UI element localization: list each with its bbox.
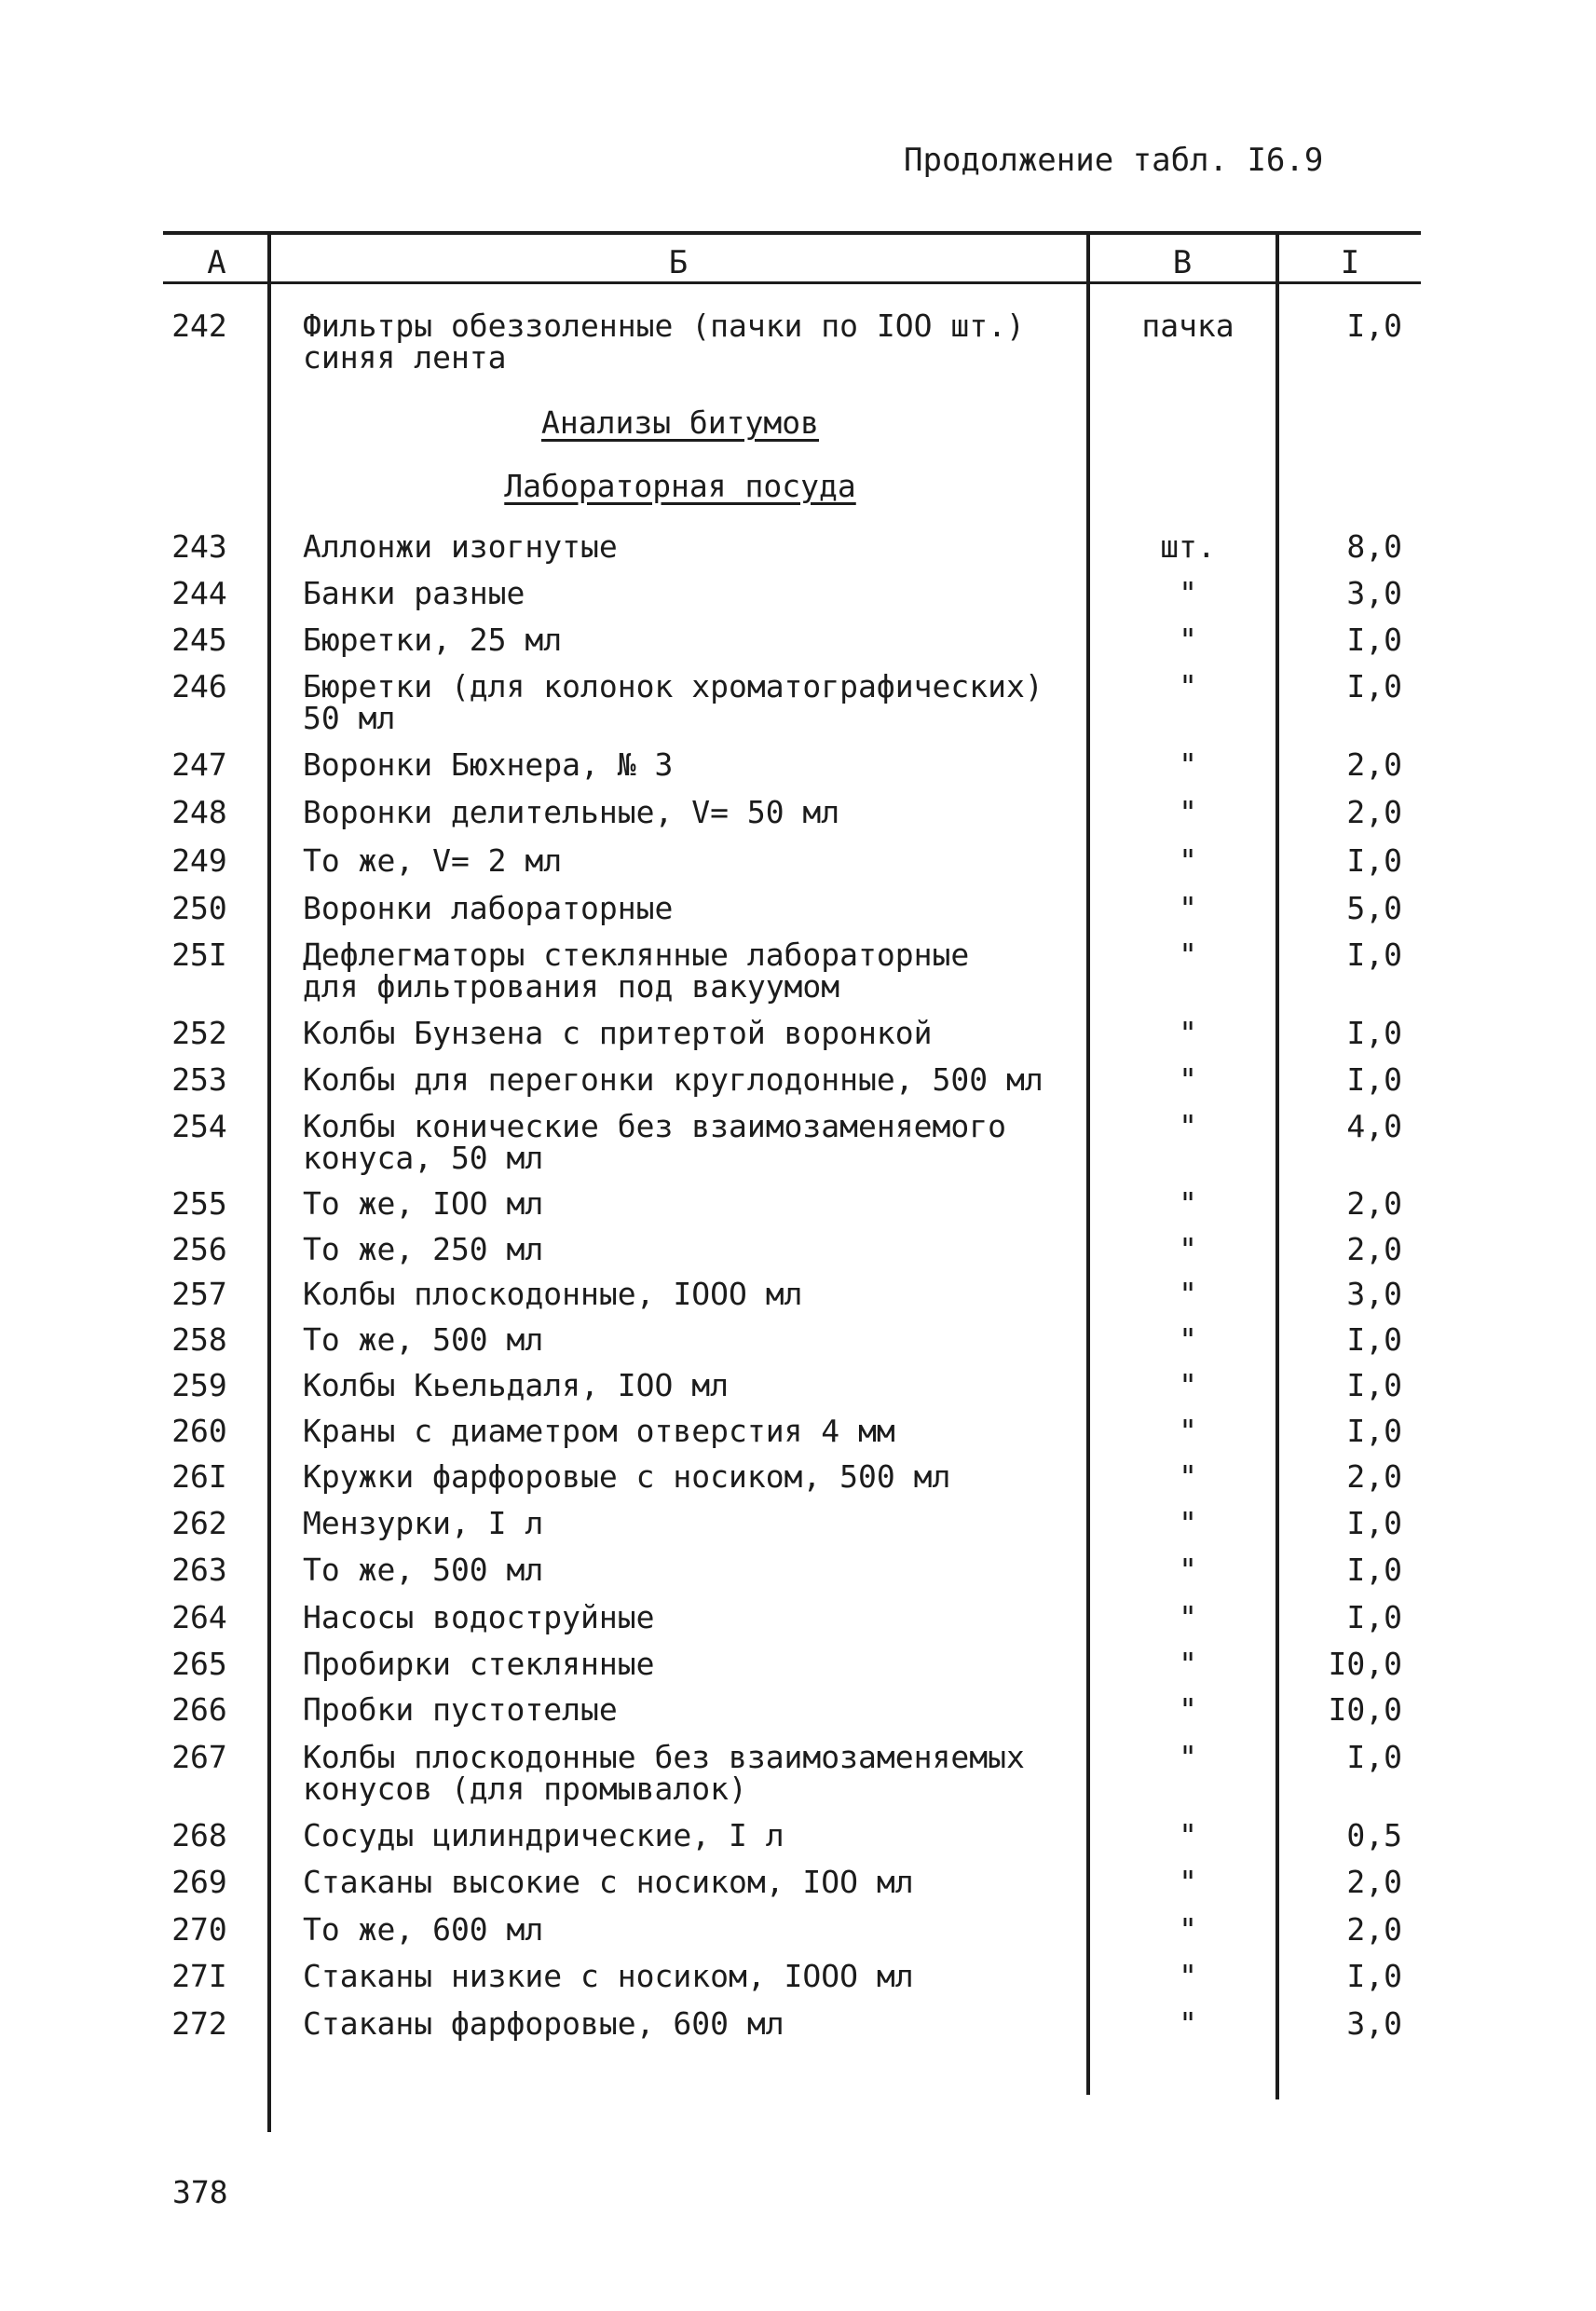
header-col-c: В bbox=[1172, 244, 1193, 281]
row-number: 25I bbox=[171, 937, 227, 973]
header-col-d: I bbox=[1340, 244, 1360, 281]
row-unit: " bbox=[1179, 1185, 1197, 1222]
row-quantity: I,0 bbox=[1346, 1061, 1402, 1098]
row-number: 252 bbox=[171, 1015, 227, 1051]
row-unit: " bbox=[1179, 1015, 1197, 1051]
column-divider-a-b bbox=[267, 231, 271, 2132]
row-quantity: 2,0 bbox=[1346, 1864, 1402, 1900]
row-name: Бюретки, 25 мл bbox=[303, 622, 563, 658]
row-number: 258 bbox=[171, 1321, 227, 1358]
row-unit: " bbox=[1179, 1276, 1197, 1312]
row-number: 262 bbox=[171, 1505, 227, 1541]
row-quantity: I,0 bbox=[1346, 937, 1402, 973]
section-title-labware: Лабораторная посуда bbox=[504, 468, 856, 504]
row-name: То же, 500 мл bbox=[303, 1321, 544, 1358]
row-number: 245 bbox=[171, 622, 227, 658]
row-number: 246 bbox=[171, 668, 227, 704]
row-unit: " bbox=[1179, 1646, 1197, 1682]
row-quantity: I,0 bbox=[1346, 1552, 1402, 1588]
row-quantity: 2,0 bbox=[1346, 1231, 1402, 1267]
row-number: 242 bbox=[171, 308, 227, 344]
row-name: То же, 250 мл bbox=[303, 1231, 544, 1267]
row-number: 267 bbox=[171, 1739, 227, 1775]
row-quantity: I,0 bbox=[1346, 1413, 1402, 1449]
row-name: Стаканы высокие с носиком, IOO мл bbox=[303, 1864, 914, 1900]
row-name: Кружки фарфоровые с носиком, 500 мл bbox=[303, 1458, 951, 1495]
row-unit: " bbox=[1179, 1367, 1197, 1403]
row-name: Бюретки (для колонок хроматографических) 50 мл bbox=[303, 668, 1044, 736]
row-unit: " bbox=[1179, 842, 1197, 879]
row-unit: " bbox=[1179, 1321, 1197, 1358]
row-unit: " bbox=[1179, 1691, 1197, 1728]
row-number: 263 bbox=[171, 1552, 227, 1588]
row-unit: " bbox=[1179, 1231, 1197, 1267]
row-name: То же, V= 2 мл bbox=[303, 842, 563, 879]
row-number: 247 bbox=[171, 746, 227, 783]
row-number: 244 bbox=[171, 575, 227, 611]
row-unit: " bbox=[1179, 1552, 1197, 1588]
row-unit: " bbox=[1179, 890, 1197, 926]
row-name: Сосуды цилиндрические, I л bbox=[303, 1817, 784, 1853]
row-number: 259 bbox=[171, 1367, 227, 1403]
row-name: Насосы водоструйные bbox=[303, 1599, 655, 1635]
row-quantity: I,0 bbox=[1346, 1599, 1402, 1635]
row-unit: " bbox=[1179, 1458, 1197, 1495]
row-name: Колбы конические без взаимозаменяемого конуса, 50 мл bbox=[303, 1108, 1006, 1176]
row-unit: " bbox=[1179, 1817, 1197, 1853]
row-number: 265 bbox=[171, 1646, 227, 1682]
row-name: Фильтры обеззоленные (пачки по IOO шт.) синяя лента bbox=[303, 308, 1025, 376]
row-quantity: 2,0 bbox=[1346, 1911, 1402, 1948]
row-unit: " bbox=[1179, 1739, 1197, 1775]
row-number: 27I bbox=[171, 1958, 227, 1994]
row-name: Банки разные bbox=[303, 575, 525, 611]
row-unit: " bbox=[1179, 1505, 1197, 1541]
row-name: Колбы Бунзена с притертой воронкой bbox=[303, 1015, 933, 1051]
row-unit: " bbox=[1179, 794, 1197, 830]
row-name: Колбы плоскодонные без взаимозаменяемых конусов (для промывалок) bbox=[303, 1739, 1025, 1807]
row-name: Стаканы низкие с носиком, IOOO мл bbox=[303, 1958, 914, 1994]
header-col-a: А bbox=[207, 244, 226, 281]
row-number: 250 bbox=[171, 890, 227, 926]
row-number: 270 bbox=[171, 1911, 227, 1948]
row-quantity: I,0 bbox=[1346, 1321, 1402, 1358]
row-number: 260 bbox=[171, 1413, 227, 1449]
row-unit: " bbox=[1179, 1413, 1197, 1449]
row-number: 272 bbox=[171, 2005, 227, 2042]
row-number: 264 bbox=[171, 1599, 227, 1635]
column-divider-b-c bbox=[1086, 231, 1090, 2095]
table-top-rule bbox=[163, 231, 1421, 235]
row-number: 256 bbox=[171, 1231, 227, 1267]
row-number: 255 bbox=[171, 1185, 227, 1222]
row-quantity: 2,0 bbox=[1346, 794, 1402, 830]
row-number: 269 bbox=[171, 1864, 227, 1900]
row-name: Краны с диаметром отверстия 4 мм bbox=[303, 1413, 895, 1449]
row-quantity: 0,5 bbox=[1346, 1817, 1402, 1853]
row-name: То же, 600 мл bbox=[303, 1911, 544, 1948]
row-unit: " bbox=[1179, 746, 1197, 783]
row-quantity: I,0 bbox=[1346, 1739, 1402, 1775]
row-number: 26I bbox=[171, 1458, 227, 1495]
row-quantity: 4,0 bbox=[1346, 1108, 1402, 1144]
row-quantity: I0,0 bbox=[1328, 1646, 1402, 1682]
row-number: 253 bbox=[171, 1061, 227, 1098]
row-name: Стаканы фарфоровые, 600 мл bbox=[303, 2005, 784, 2042]
table-caption: Продолжение табл. I6.9 bbox=[904, 142, 1324, 179]
row-name: Колбы плоскодонные, IOOO мл bbox=[303, 1276, 803, 1312]
row-quantity: 5,0 bbox=[1346, 890, 1402, 926]
page-number: 378 bbox=[172, 2174, 228, 2210]
row-unit: " bbox=[1179, 1911, 1197, 1948]
row-quantity: I,0 bbox=[1346, 1958, 1402, 1994]
row-number: 243 bbox=[171, 528, 227, 565]
row-quantity: 3,0 bbox=[1346, 575, 1402, 611]
row-unit: " bbox=[1179, 622, 1197, 658]
row-unit: " bbox=[1179, 1864, 1197, 1900]
row-number: 254 bbox=[171, 1108, 227, 1144]
row-quantity: I0,0 bbox=[1328, 1691, 1402, 1728]
row-unit: " bbox=[1179, 575, 1197, 611]
row-name: То же, IOO мл bbox=[303, 1185, 544, 1222]
row-number: 266 bbox=[171, 1691, 227, 1728]
row-unit: " bbox=[1179, 2005, 1197, 2042]
row-quantity: I,0 bbox=[1346, 842, 1402, 879]
row-name: Колбы Кьельдаля, IOO мл bbox=[303, 1367, 729, 1403]
row-name: Колбы для перегонки круглодонные, 500 мл bbox=[303, 1061, 1044, 1098]
row-quantity: 2,0 bbox=[1346, 1185, 1402, 1222]
row-number: 268 bbox=[171, 1817, 227, 1853]
row-unit: " bbox=[1179, 1958, 1197, 1994]
row-quantity: 3,0 bbox=[1346, 2005, 1402, 2042]
row-quantity: I,0 bbox=[1346, 1367, 1402, 1403]
row-number: 248 bbox=[171, 794, 227, 830]
row-name: То же, 500 мл bbox=[303, 1552, 544, 1588]
row-quantity: 3,0 bbox=[1346, 1276, 1402, 1312]
row-name: Дефлегматоры стеклянные лабораторные для фильтрования под вакуумом bbox=[303, 937, 970, 1005]
row-name: Воронки делительные, V= 50 мл bbox=[303, 794, 840, 830]
row-name: Аллонжи изогнутые bbox=[303, 528, 618, 565]
row-number: 257 bbox=[171, 1276, 227, 1312]
section-title-bitumen: Анализы битумов bbox=[540, 404, 819, 441]
row-quantity: I,0 bbox=[1346, 1015, 1402, 1051]
row-unit: " bbox=[1179, 1108, 1197, 1144]
row-number: 249 bbox=[171, 842, 227, 879]
row-quantity: I,0 bbox=[1346, 622, 1402, 658]
table-header-rule bbox=[163, 281, 1421, 284]
row-quantity: 2,0 bbox=[1346, 746, 1402, 783]
row-name: Пробирки стеклянные bbox=[303, 1646, 655, 1682]
row-unit: шт. bbox=[1160, 528, 1216, 565]
row-name: Воронки лабораторные bbox=[303, 890, 674, 926]
row-quantity: 2,0 bbox=[1346, 1458, 1402, 1495]
row-quantity: I,0 bbox=[1346, 1505, 1402, 1541]
row-name: Мензурки, I л bbox=[303, 1505, 544, 1541]
row-quantity: I,0 bbox=[1346, 308, 1402, 344]
row-name: Воронки Бюхнера, № 3 bbox=[303, 746, 674, 783]
row-unit: " bbox=[1179, 668, 1197, 704]
row-name: Пробки пустотелые bbox=[303, 1691, 618, 1728]
header-col-b: Б bbox=[668, 244, 689, 281]
row-unit: " bbox=[1179, 1061, 1197, 1098]
row-unit: " bbox=[1179, 1599, 1197, 1635]
row-quantity: 8,0 bbox=[1346, 528, 1402, 565]
row-quantity: I,0 bbox=[1346, 668, 1402, 704]
row-unit: " bbox=[1179, 937, 1197, 973]
row-unit: пачка bbox=[1141, 308, 1235, 344]
